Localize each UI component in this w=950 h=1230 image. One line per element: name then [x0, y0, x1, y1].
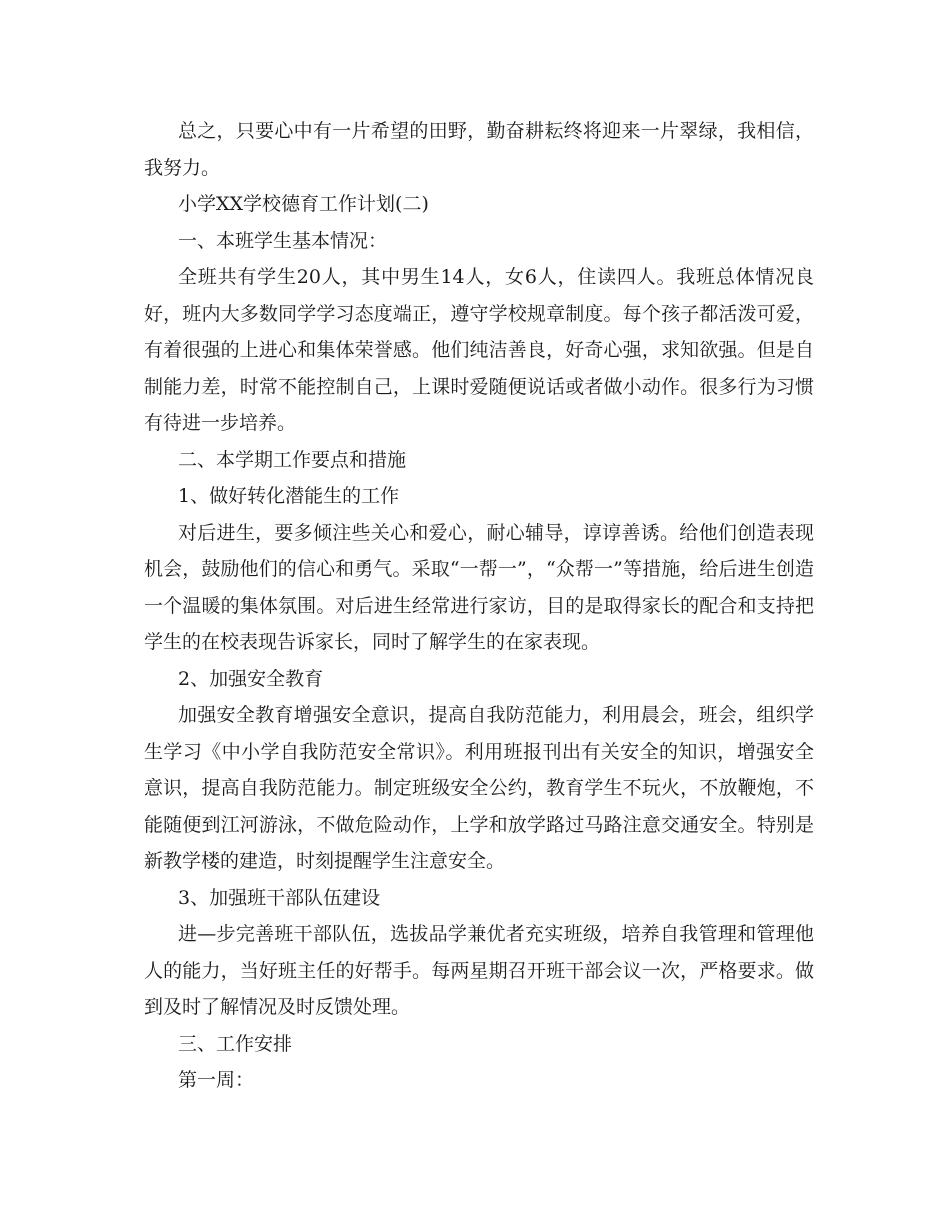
subsection-heading: 3、加强班干部队伍建设	[178, 886, 381, 909]
schedule-week-label: 第一周：	[178, 1069, 255, 1091]
subsection-heading: 2、加强安全教育	[178, 667, 324, 690]
paragraph-conclusion: 总之，只要心中有一片希望的田野，勤奋耕耘终将迎来一片翠绿，我相信，我努力。	[144, 120, 814, 179]
subsection-heading: 1、做好转化潜能生的工作	[178, 485, 400, 507]
paragraph-struggling-students: 对后进生，要多倾注些关心和爱心，耐心辅导，谆谆善诱。给他们创造表现机会，鼓励他们的信心和勇气。采取“一帮一”，“众帮一”等措施，给后进生创造一个温暖的集体氛围。对后进生经常进行家访，目的是取得家长的配合和支持把学生的在校表现告诉家长，同时了解学生的在家表现。	[144, 521, 814, 653]
paragraph-class-overview: 全班共有学生20人，其中男生14人，女6人，住读四人。我班总体情况良好，班内大多数同学学习态度端正，遵守学校规章制度。每个孩子都活泼可爱，有着很强的上进心和集体荣誉感。他们纯洁善良，好奇心强，求知欲强。但是自制能力差，时常不能控制自己，上课时爱随便说话或者做小动作。很多行为习惯有待进一步培养。	[144, 266, 814, 434]
paragraph-class-cadres: 进—步完善班干部队伍，选拔品学兼优者充实班级，培养自我管理和管理他人的能力，当好班主任的好帮手。每两星期召开班干部会议一次，严格要求。做到及时了解情况及时反馈处理。	[144, 923, 814, 1018]
document-body	[144, 113, 814, 1099]
paragraph-safety-education: 加强安全教育增强安全意识，提高自我防范能力，利用晨会，班会，组织学生学习《中小学自我防范安全常识》。利用班报刊出有关安全的知识，增强安全意识，提高自我防范能力。制定班级安全公约，教育学生不玩火，不放鞭炮，不能随便到江河游泳，不做危险动作，上学和放学路过马路注意交通安全。特别是新教学楼的建造，时刻提醒学生注意安全。	[144, 704, 814, 872]
section-heading: 一、本班学生基本情况：	[178, 229, 388, 252]
section-heading: 三、工作安排	[178, 1032, 293, 1055]
document-title: 小学XX学校德育工作计划(二)	[178, 193, 429, 215]
section-heading: 二、本学期工作要点和措施	[178, 448, 407, 471]
